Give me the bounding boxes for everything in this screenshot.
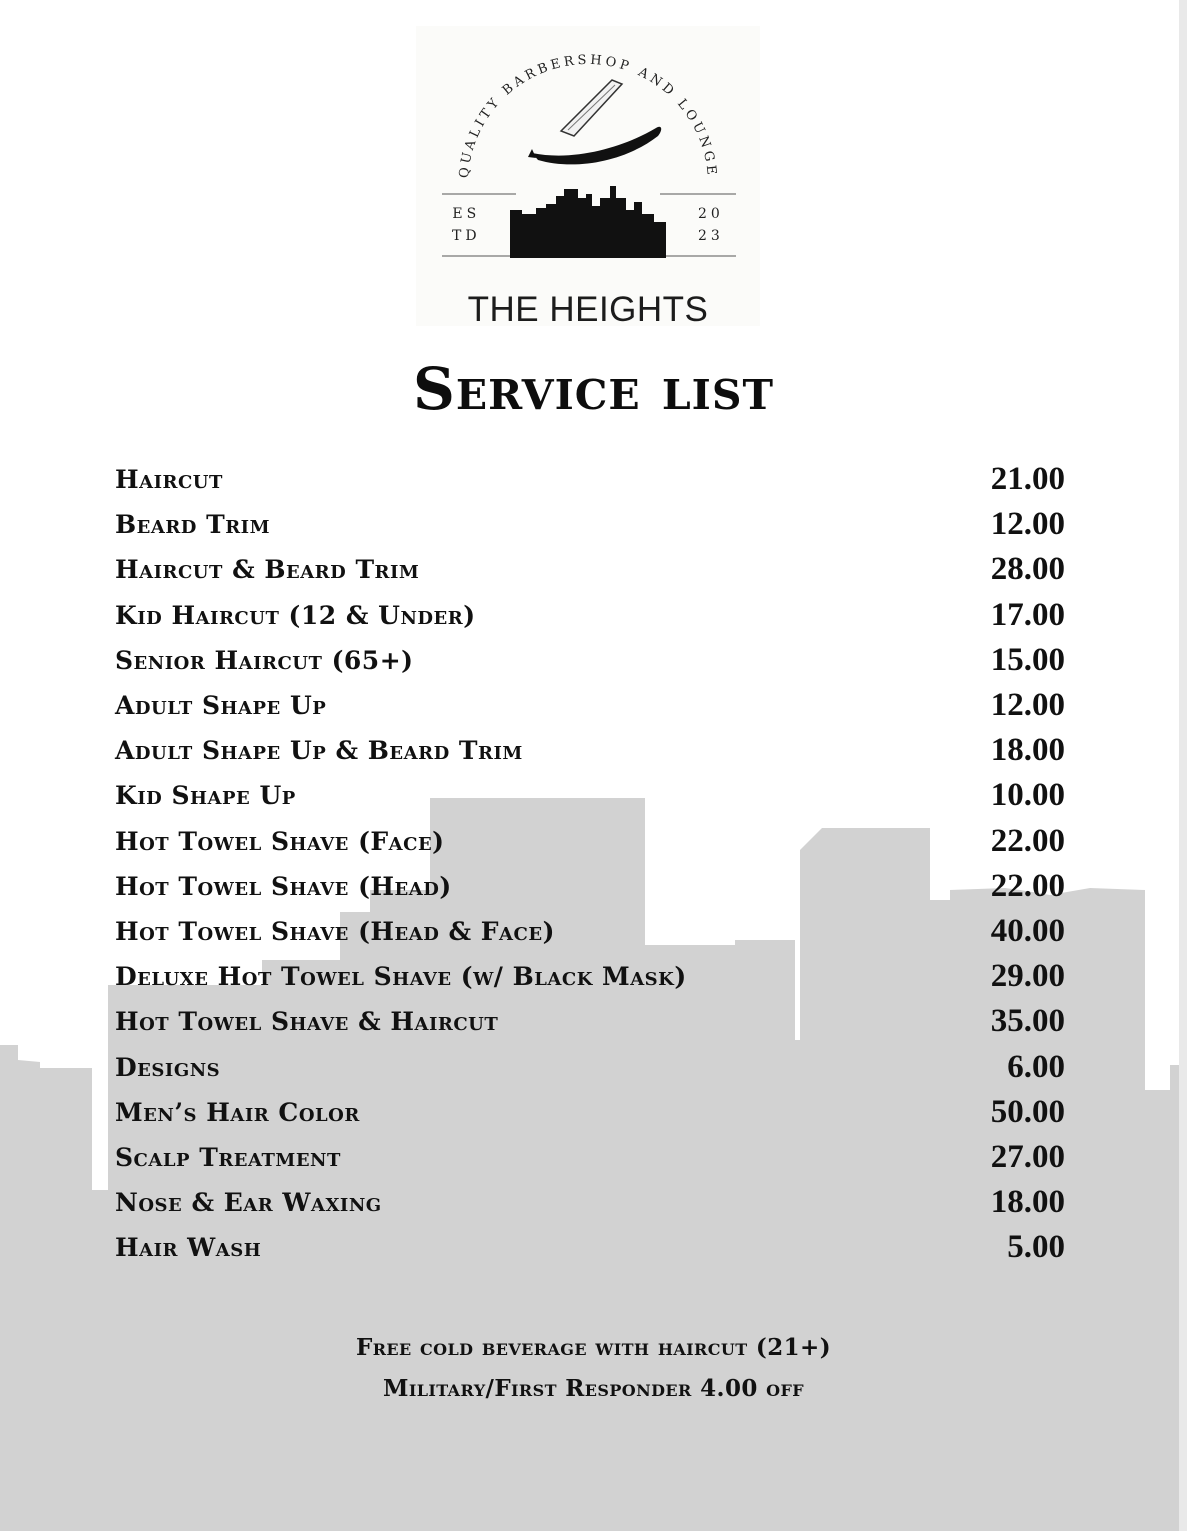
service-row [115,1180,1065,1225]
service-name: Nose & Ear Waxing [115,1188,382,1218]
service-row [115,999,1065,1044]
beverage-note: Free cold beverage with haircut (21+) [356,1334,831,1361]
military-discount-note: Military/First Responder 4.00 off [382,1375,805,1402]
service-row [115,728,1065,773]
service-name: Men’s Hair Color [115,1097,360,1127]
service-row [115,502,1065,547]
est-left-line-2: TD [452,228,481,244]
service-name: Adult Shape Up [115,691,327,721]
service-row [115,683,1065,728]
service-price: 29.00 [990,958,1065,995]
service-row [115,547,1065,592]
est-left-line-1: ES [452,206,481,222]
est-right-line-2: 23 [698,228,724,244]
service-price: 12.00 [990,687,1065,724]
service-row [115,1225,1065,1270]
straight-razor-icon [528,80,661,164]
service-name: Haircut [115,465,223,495]
est-right-line-1: 20 [698,206,724,222]
service-row [115,1090,1065,1135]
service-price: 5.00 [1007,1229,1065,1266]
service-name: Designs [115,1052,221,1082]
service-price: 50.00 [990,1093,1065,1130]
service-row [115,909,1065,954]
service-price: 18.00 [990,732,1065,769]
service-name: Deluxe Hot Towel Shave (w/ Black Mask) [115,962,687,992]
service-list [115,457,1065,1270]
service-name: Hot Towel Shave & Haircut [115,1007,499,1037]
service-name: Hair Wash [115,1233,262,1263]
logo [416,26,760,329]
service-name: Haircut & Beard Trim [115,555,420,585]
service-price: 27.00 [990,1138,1065,1175]
service-name: Kid Haircut (12 & Under) [115,600,476,630]
service-name: Hot Towel Shave (Head & Face) [115,916,555,946]
service-price: 18.00 [990,1184,1065,1221]
service-price: 17.00 [990,596,1065,633]
service-price: 10.00 [990,777,1065,814]
service-price: 22.00 [990,867,1065,904]
service-price: 22.00 [990,822,1065,859]
service-price: 6.00 [1007,1048,1065,1085]
page-title: Service list [413,355,774,423]
service-row [115,819,1065,864]
service-name: Adult Shape Up & Beard Trim [115,736,523,766]
service-price: 12.00 [990,506,1065,543]
service-name: Hot Towel Shave (Head) [115,871,452,901]
service-row [115,773,1065,818]
service-row [115,1135,1065,1180]
service-price: 28.00 [990,551,1065,588]
service-name: Kid Shape Up [115,781,296,811]
service-price: 15.00 [990,641,1065,678]
service-name: Hot Towel Shave (Face) [115,826,445,856]
svg-text:QUALITY BARBERSHOP AND LOUNGE: QUALITY BARBERSHOP AND LOUNGE [456,52,719,179]
service-row [115,954,1065,999]
service-price: 21.00 [990,461,1065,498]
service-price: 35.00 [990,1003,1065,1040]
service-row [115,457,1065,502]
logo-name: THE HEIGHTS [467,290,709,329]
city-skyline-icon [510,186,666,258]
service-row [115,1044,1065,1089]
service-row [115,593,1065,638]
service-price: 40.00 [990,912,1065,949]
service-name: Scalp Treatment [115,1142,341,1172]
service-row [115,864,1065,909]
service-name: Senior Haircut (65+) [115,645,414,675]
service-row [115,638,1065,683]
service-name: Beard Trim [115,510,270,540]
